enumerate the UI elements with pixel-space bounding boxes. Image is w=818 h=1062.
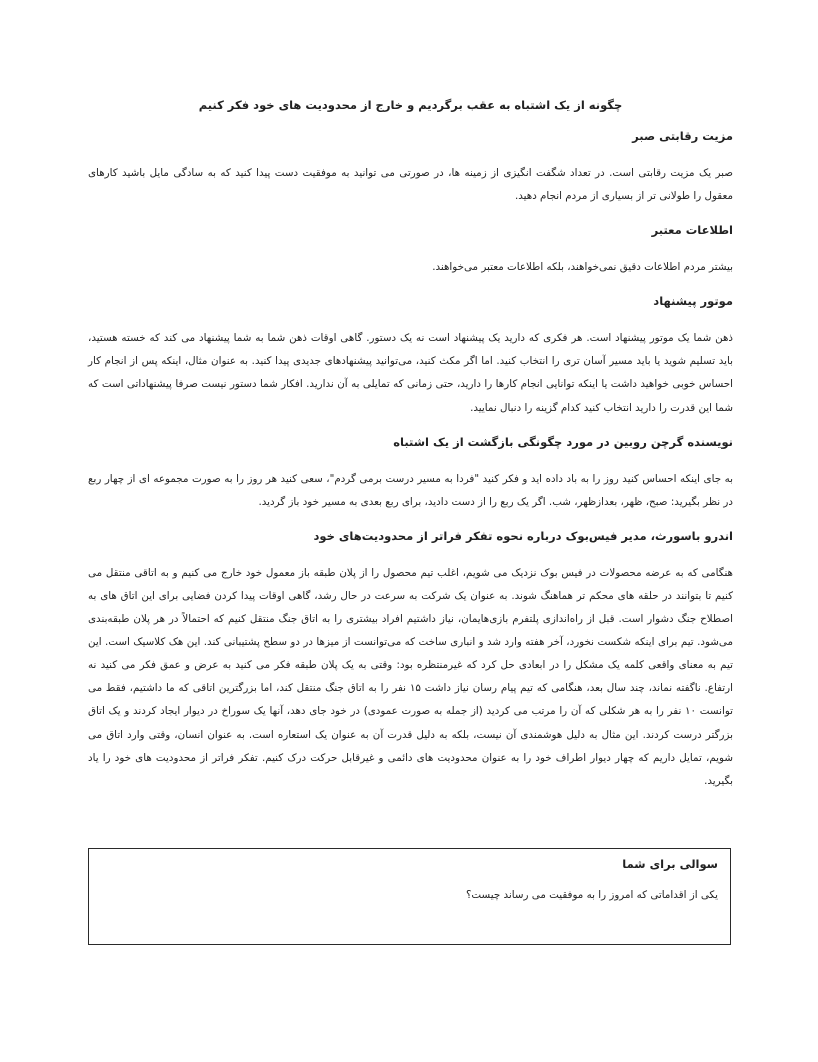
section-heading: مزیت رقابتی صبر bbox=[632, 129, 733, 143]
section-paragraph: ذهن شما یک موتور پیشنهاد است. هر فکری که دارید یک پیشنهاد است نه یک دستور. گاهی اوقات ذهن شما به شما پیشنهاد می کند که خسته هستید، باید تسلیم شوید یا باید مسیر آسان تری را انتخاب کنید. اما اگر مکث کنید، می‌توانید پیشنهادهای جدیدی پیدا کنید. به عنوان مثال، اینکه پس از انجام کار احساس خوبی خواهید داشت یا اینکه توانایی انجام کارها را دارید، حتی زمانی که تمایلی به آن ندارید. افکار شما دستور نیست صرفا پیشنهاداتی است که شما این قدرت را دارید انتخاب کنید کدام گزینه را دنبال نمایید. bbox=[88, 332, 733, 414]
section-heading: نویسنده گرچن روبین در مورد چگونگی بازگشت از یک اشتباه bbox=[393, 434, 733, 449]
section-paragraph: صبر یک مزیت رقابتی است. در تعداد شگفت انگیزی از زمینه ها، در صورتی می توانید به موفقیت دست پیدا کنید که به سادگی مایل باشید کارهای معقول را طولانی تر از بسیاری از مردم انجام دهید. bbox=[88, 167, 733, 203]
section-competitive-advantage-of-patience bbox=[88, 127, 733, 208]
section-paragraph: بیشتر مردم اطلاعات دقیق نمی‌خواهند، بلکه اطلاعات معتبر می‌خواهند. bbox=[432, 261, 733, 274]
question-heading: سوالی برای شما bbox=[622, 857, 718, 871]
section-credible-information bbox=[88, 221, 733, 279]
section-thinking-beyond-limits bbox=[88, 527, 733, 793]
section-heading: موتور پیشنهاد bbox=[653, 294, 733, 309]
section-recovering-from-mistake bbox=[88, 433, 733, 514]
question-box bbox=[88, 848, 731, 945]
section-heading: اطلاعات معتبر bbox=[651, 223, 733, 238]
section-paragraph: به جای اینکه احساس کنید روز را به باد داده اید و فکر کنید "فردا به مسیر درست برمی گردم"، سعی کنید هر روز را به صورت مجموعه ای از چهار ربع در نظر بگیرید: صبح، ظهر، بعدازظهر، شب. اگر یک ربع را از دست دادید، برای ربع بعدی به مسیر خود باز گردید. bbox=[88, 472, 733, 508]
section-suggestion-engine bbox=[88, 292, 733, 419]
article-body bbox=[88, 96, 733, 793]
document-title: چگونه از یک اشتباه به عقب برگردیم و خارج از محدودیت های خود فکر کنیم bbox=[198, 98, 623, 112]
question-text: یکی از اقداماتی که امروز را به موفقیت می رساند چیست؟ bbox=[465, 889, 718, 901]
section-paragraph: هنگامی که به عرضه محصولات در فیس بوک نزدیک می شویم، اغلب تیم محصول را از پلان طبقه باز معمول خود خارج می کنیم و به اتاقی منتقل می کنیم تا بتوانند در حلقه های محکم تر هماهنگ شوند. به عنوان یک شرکت به سرعت در حال رشد، گاهی اوقات پیدا کردن فضایی برای این اتاق های به اصطلاح جنگ دشوار است. قبل از راه‌اندازی پلتفرم بازی‌هایمان، نیاز داشتیم افراد بیشتری را به اتاق جنگ منتقل کنیم که احتمالاً در هر پلان طبقه‌بندی می‌شود. تیم برای اینکه شکست نخورد، آخر هفته وارد شد و انباری ساخت که می‌توانست از میزها در دو سطح پشتیبانی کند. این هک کلاسیک است. این تیم به معنای واقعی کلمه یک مشکل را در ابعادی حل کرد که غیرمنتظره بود: وقتی به یک پلان طبقه فکر می کنید به عرض و عمق فکر می کنید نه ارتفاع. ناگفته نماند، چند سال بعد، هنگامی که تیم پیام رسان نیاز داشت ۱۵ نفر را به اتاق جنگ منتقل کند، اما بزرگترین اتاقی که ما داشتیم، فقط می توانست ۱۰ نفر را به هر شکلی که آن را مرتب می کردید (از جمله به صورت عمودی) در خود جای دهد، آنها یک سوراخ در دیوار ایجاد کردند و یک اتاق بزرگتر درست کردند. این مثال به دلیل هوشمندی آن نیست، بلکه به دلیل قدرت آن به عنوان یک استعاره است. به عنوان انسان، وقتی وارد اتاق می شویم، تمایل داریم که چهار دیوار اطراف خود را به عنوان محدودیت های دائمی و غیرقابل حرکت درک کنیم. تفکر فراتر از محدودیت های خود را یاد بگیرید. bbox=[88, 566, 734, 787]
section-heading: اندرو باسورث، مدیر فیس‌بوک درباره نحوه تفکر فراتر از محدودیت‌های خود bbox=[313, 528, 733, 543]
